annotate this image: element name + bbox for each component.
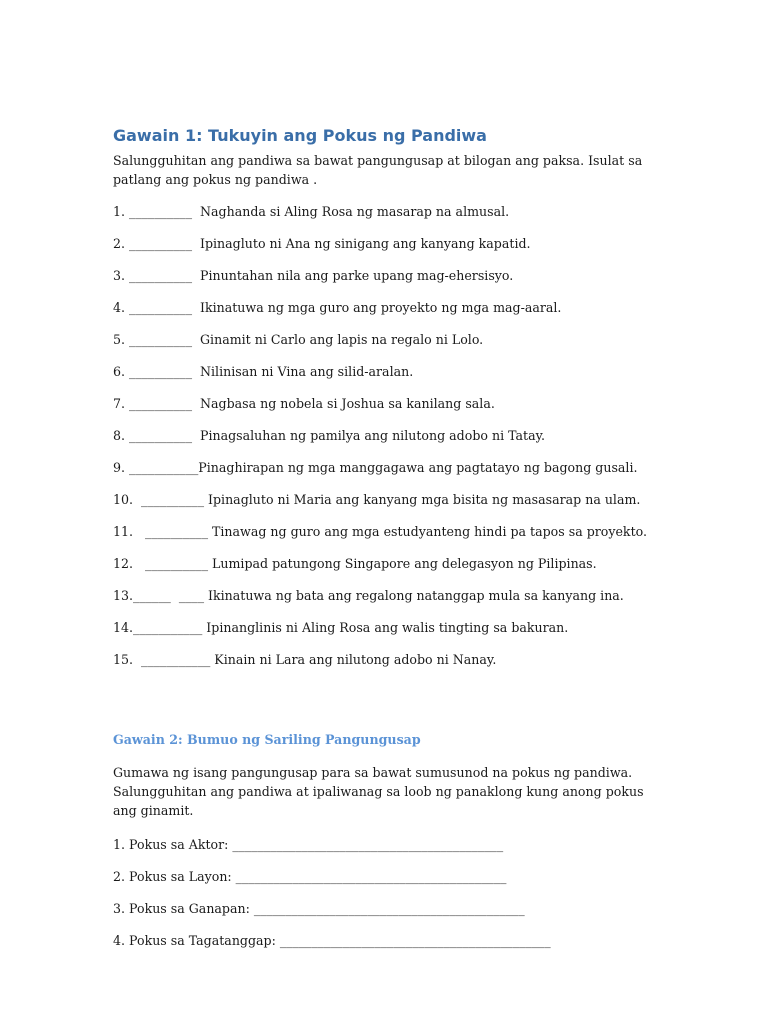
section2-item: 1. Pokus sa Aktor: ___________________________________________ xyxy=(113,836,504,852)
section1-item: 5. __________ Ginamit ni Carlo ang lapis na regalo ni Lolo. xyxy=(113,332,484,347)
section1-item: 4. __________ Ikinatuwa ng mga guro ang proyekto ng mga mag-aaral. xyxy=(113,300,562,315)
section2-instructions: Gumawa ng isang pangungusap para sa bawat sumusunod na pokus ng pandiwa. Salungguhitan ang pandiwa at ipaliwanag sa loob ng panaklong kung anong pokus ang ginamit. xyxy=(113,765,644,819)
section1-item: 8. __________ Pinagsaluhan ng pamilya ang nilutong adobo ni Tatay. xyxy=(113,428,546,443)
section1-item: 10. __________ Ipinagluto ni Maria ang kanyang mga bisita ng masasarap na ulam. xyxy=(113,492,641,507)
section2-item: 3. Pokus sa Ganapan: ___________________________________________ xyxy=(113,900,525,916)
section2-item: 4. Pokus sa Tagatanggap: ___________________________________________ xyxy=(113,932,551,948)
section1-title: Gawain 1: Tukuyin ang Pokus ng Pandiwa xyxy=(113,126,487,145)
section1-instructions: Salungguhitan ang pandiwa sa bawat pangungusap at bilogan ang paksa. Isulat sa patlang ang pokus ng pandiwa . xyxy=(113,153,643,187)
section1-item: 3. __________ Pinuntahan nila ang parke upang mag-ehersisyo. xyxy=(113,268,514,283)
section1-item: 6. __________ Nilinisan ni Vina ang silid-aralan. xyxy=(113,364,414,379)
section1-item: 11. __________ Tinawag ng guro ang mga estudyanteng hindi pa tapos sa proyekto. xyxy=(113,524,647,539)
section1-item: 7. __________ Nagbasa ng nobela si Joshua sa kanilang sala. xyxy=(113,396,495,411)
section1-item: 15. ___________ Kinain ni Lara ang nilutong adobo ni Nanay. xyxy=(113,652,497,667)
section1-item: 2. __________ Ipinagluto ni Ana ng sinigang ang kanyang kapatid. xyxy=(113,236,531,251)
section1-item: 1. __________ Naghanda si Aling Rosa ng masarap na almusal. xyxy=(113,204,510,219)
section2-title: Gawain 2: Bumuo ng Sariling Pangungusap xyxy=(113,732,421,747)
section2-list xyxy=(113,835,653,963)
section2-item: 2. Pokus sa Layon: ___________________________________________ xyxy=(113,868,507,884)
section1-item: 14.___________ Ipinanglinis ni Aling Rosa ang walis tingting sa bakuran. xyxy=(113,620,569,635)
section1-item: 12. __________ Lumipad patungong Singapore ang delegasyon ng Pilipinas. xyxy=(113,556,597,571)
worksheet-page xyxy=(113,126,653,963)
section1-item: 13.______ ____ Ikinatuwa ng bata ang regalong natanggap mula sa kanyang ina. xyxy=(113,588,624,603)
section1-item: 9. ___________Pinaghirapan ng mga manggagawa ang pagtatayo ng bagong gusali. xyxy=(113,460,638,475)
section1-list xyxy=(113,202,653,682)
